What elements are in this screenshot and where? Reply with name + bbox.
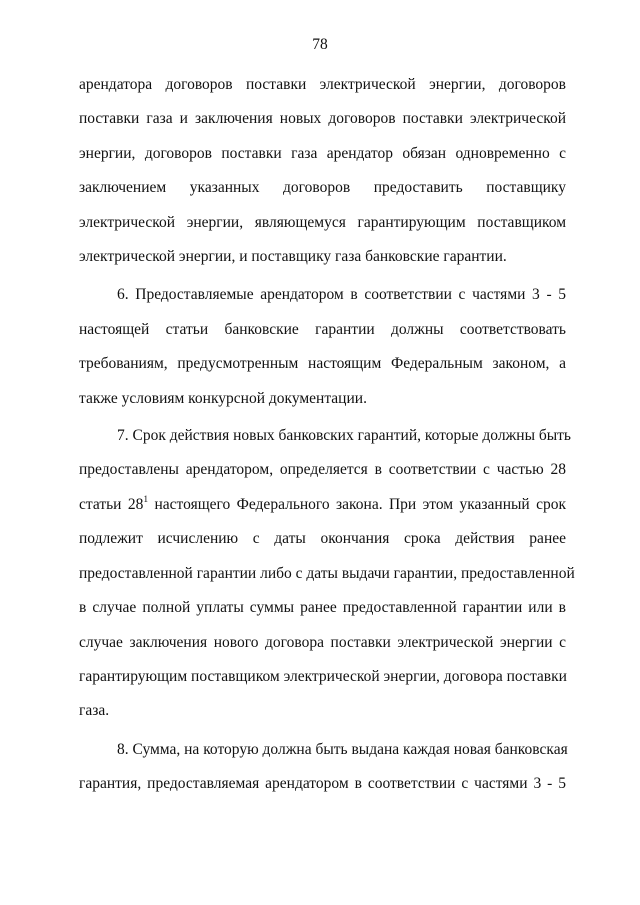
text-line: заключением указанных договоров предоставить поставщику xyxy=(79,179,566,197)
paragraph-continuation xyxy=(79,68,566,274)
text-fragment: настоящего Федерального закона. При этом указанный срок xyxy=(148,495,566,513)
superscript-number: 1 xyxy=(143,494,149,505)
text-line: гарантия, предоставляемая арендатором в соответствии с частями 3 - 5 xyxy=(79,775,566,793)
text-line: гарантирующим поставщиком электрической энергии, договора поставки xyxy=(79,667,567,685)
text-line: случае заключения нового договора поставки электрической энергии с xyxy=(79,633,566,651)
text-line: энергии, договоров поставки газа арендатор обязан одновременно с xyxy=(79,144,566,162)
text-line: в случае полной уплаты суммы ранее предоставленной гарантии или в xyxy=(79,599,566,617)
text-line: предоставленной гарантии либо с даты выдачи гарантии, предоставленной xyxy=(79,564,575,582)
text-line-with-footnote xyxy=(79,488,566,522)
text-line: также условиям конкурсной документации. xyxy=(79,389,367,407)
text-line: 7. Срок действия новых банковских гарантий, которые должны быть xyxy=(117,427,571,445)
text-fragment: статьи 28 xyxy=(79,495,144,513)
text-line: предоставлены арендатором, определяется в соответствии с частью 28 xyxy=(79,461,566,479)
text-line: подлежит исчислению с даты окончания срока действия ранее xyxy=(79,530,566,548)
paragraph-6 xyxy=(79,278,566,416)
text-line: 6. Предоставляемые арендатором в соответствии с частями 3 - 5 xyxy=(117,286,566,304)
text-line: настоящей статьи банковские гарантии должны соответствовать xyxy=(79,320,566,338)
text-line: электрической энергии, являющемуся гарантирующим поставщиком xyxy=(79,213,566,231)
text-line: электрической энергии, и поставщику газа банковские гарантии. xyxy=(79,248,507,266)
text-line: требованиям, предусмотренным настоящим Федеральным законом, а xyxy=(79,355,566,373)
text-line: арендатора договоров поставки электрической энергии, договоров xyxy=(79,76,566,93)
text-line: газа. xyxy=(79,702,110,720)
page-number: 78 xyxy=(312,36,328,53)
document-body xyxy=(79,68,575,802)
text-line: поставки газа и заключения новых договоров поставки электрической xyxy=(79,110,566,128)
paragraph-8 xyxy=(79,733,566,802)
paragraph-7 xyxy=(79,419,575,729)
text-line: 8. Сумма, на которую должна быть выдана каждая новая банковская xyxy=(117,740,568,758)
